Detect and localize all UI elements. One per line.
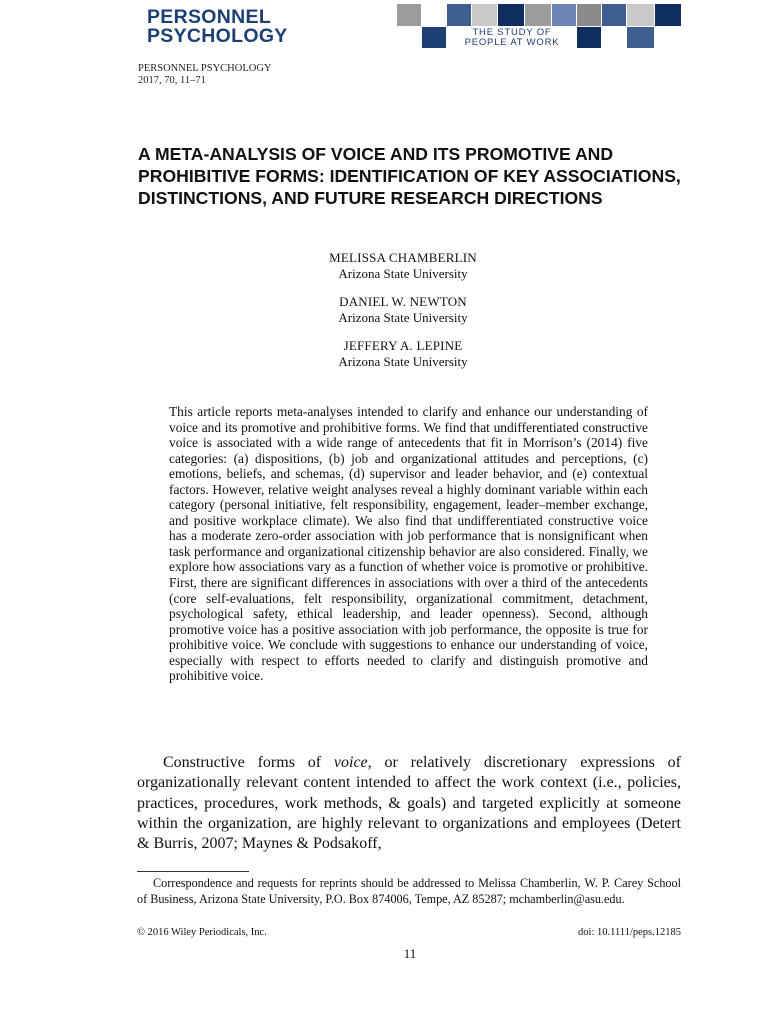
copyright-notice: © 2016 Wiley Periodicals, Inc. [137,927,267,938]
author-block [258,294,548,325]
square [498,4,524,26]
square [397,4,421,26]
square [577,27,601,48]
square [525,4,551,26]
author-name: MELISSA CHAMBERLIN [329,250,477,265]
body-term-voice: voice [333,754,368,771]
square [627,4,654,26]
author-block [258,250,548,281]
logo-line-2: PSYCHOLOGY [147,25,288,47]
square [552,4,576,26]
square [602,4,626,26]
article-title: A META-ANALYSIS OF VOICE AND ITS PROMOTIVE AND PROHIBITIVE FORMS: IDENTIFICATION OF KEY ASSOCIATIONS, DISTINCTIONS, AND FUTURE RESEARCH DIRECTIONS [138,144,681,208]
body-text-start: Constructive forms of [163,754,334,771]
footnote-divider [137,871,249,872]
body-text-rest: , or relatively discretionary expressions of organizationally relevant content intended to affect the work context (i.e., policies, practices, procedures, work methods, & goals) and targeted explicitly at someone within the organization, are highly relevant to organizations and employees (Detert & Burris, 2007; Maynes & Podsakoff, [137,754,682,853]
page-number: 11 [403,946,417,961]
abstract: This article reports meta-analyses intended to clarify and enhance our understanding of voice and its promotive and prohibitive forms. We find that undifferentiated constructive voice is associated with a wide range of antecedents that fit in Morrison’s (2014) five categories: (a) dispositions, (b) job and organizational attitudes and perceptions, (c) emotions, beliefs, and schemas, (d) supervisor and leader behavior, and (e) contextual factors. However, relative weight analyses reveal a highly dominant variable within each category (personal initiative, felt responsibility, engagement, leader–member exchange, and positive workplace climate). We also find that undifferentiated constructive voice has a moderate zero-order association with job performance that is nonsignificant when task performance and organizational citizenship behavior are also considered. Finally, we explore how associations vary as a function of whether voice is promotive or prohibitive. First, there are significant differences in associations with over a third of the antecedents (core self-evaluations, felt responsibility, organizational commitment, detachment, psychological safety, ethical leadership, and leader openness). Second, although promotive voice has a positive association with job performance, the opposite is true for prohibitive voice. We conclude with suggestions to enhance our understanding of voice, especially with respect to efforts needed to clarify and distinguish promotive and prohibitive voice. [169,404,648,684]
tagline-line-1: THE STUDY OF [472,27,552,38]
square [472,4,497,26]
square [655,4,681,26]
doi-link[interactable]: doi: 10.1111/peps.12185 [578,927,681,938]
author-affiliation: Arizona State University [338,310,468,325]
journal-citation [138,63,272,87]
tagline-line-2: PEOPLE AT WORK [464,37,560,48]
author-affiliation: Arizona State University [338,354,468,369]
journal-logo [147,8,307,46]
author-list [258,250,548,382]
correspondence-footnote: Correspondence and requests for reprints should be addressed to Melissa Chamberlin, W. P. Carey School of Business, Arizona State University, P.O. Box 874006, Tempe, AZ 85287; mchamberlin@asu.edu. [137,876,681,906]
journal-volume: 2017, 70, 11–71 [138,75,206,86]
author-block [258,338,548,369]
journal-tagline [452,28,572,48]
square [447,4,471,26]
author-affiliation: Arizona State University [338,266,468,281]
square [577,4,601,26]
body-paragraph [137,753,681,854]
square [422,27,446,48]
author-name: DANIEL W. NEWTON [339,294,467,309]
author-name: JEFFERY A. LEPINE [343,338,463,353]
journal-name: PERSONNEL PSYCHOLOGY [138,63,272,74]
square [627,27,654,48]
logo-line-1: PERSONNEL [147,6,272,28]
